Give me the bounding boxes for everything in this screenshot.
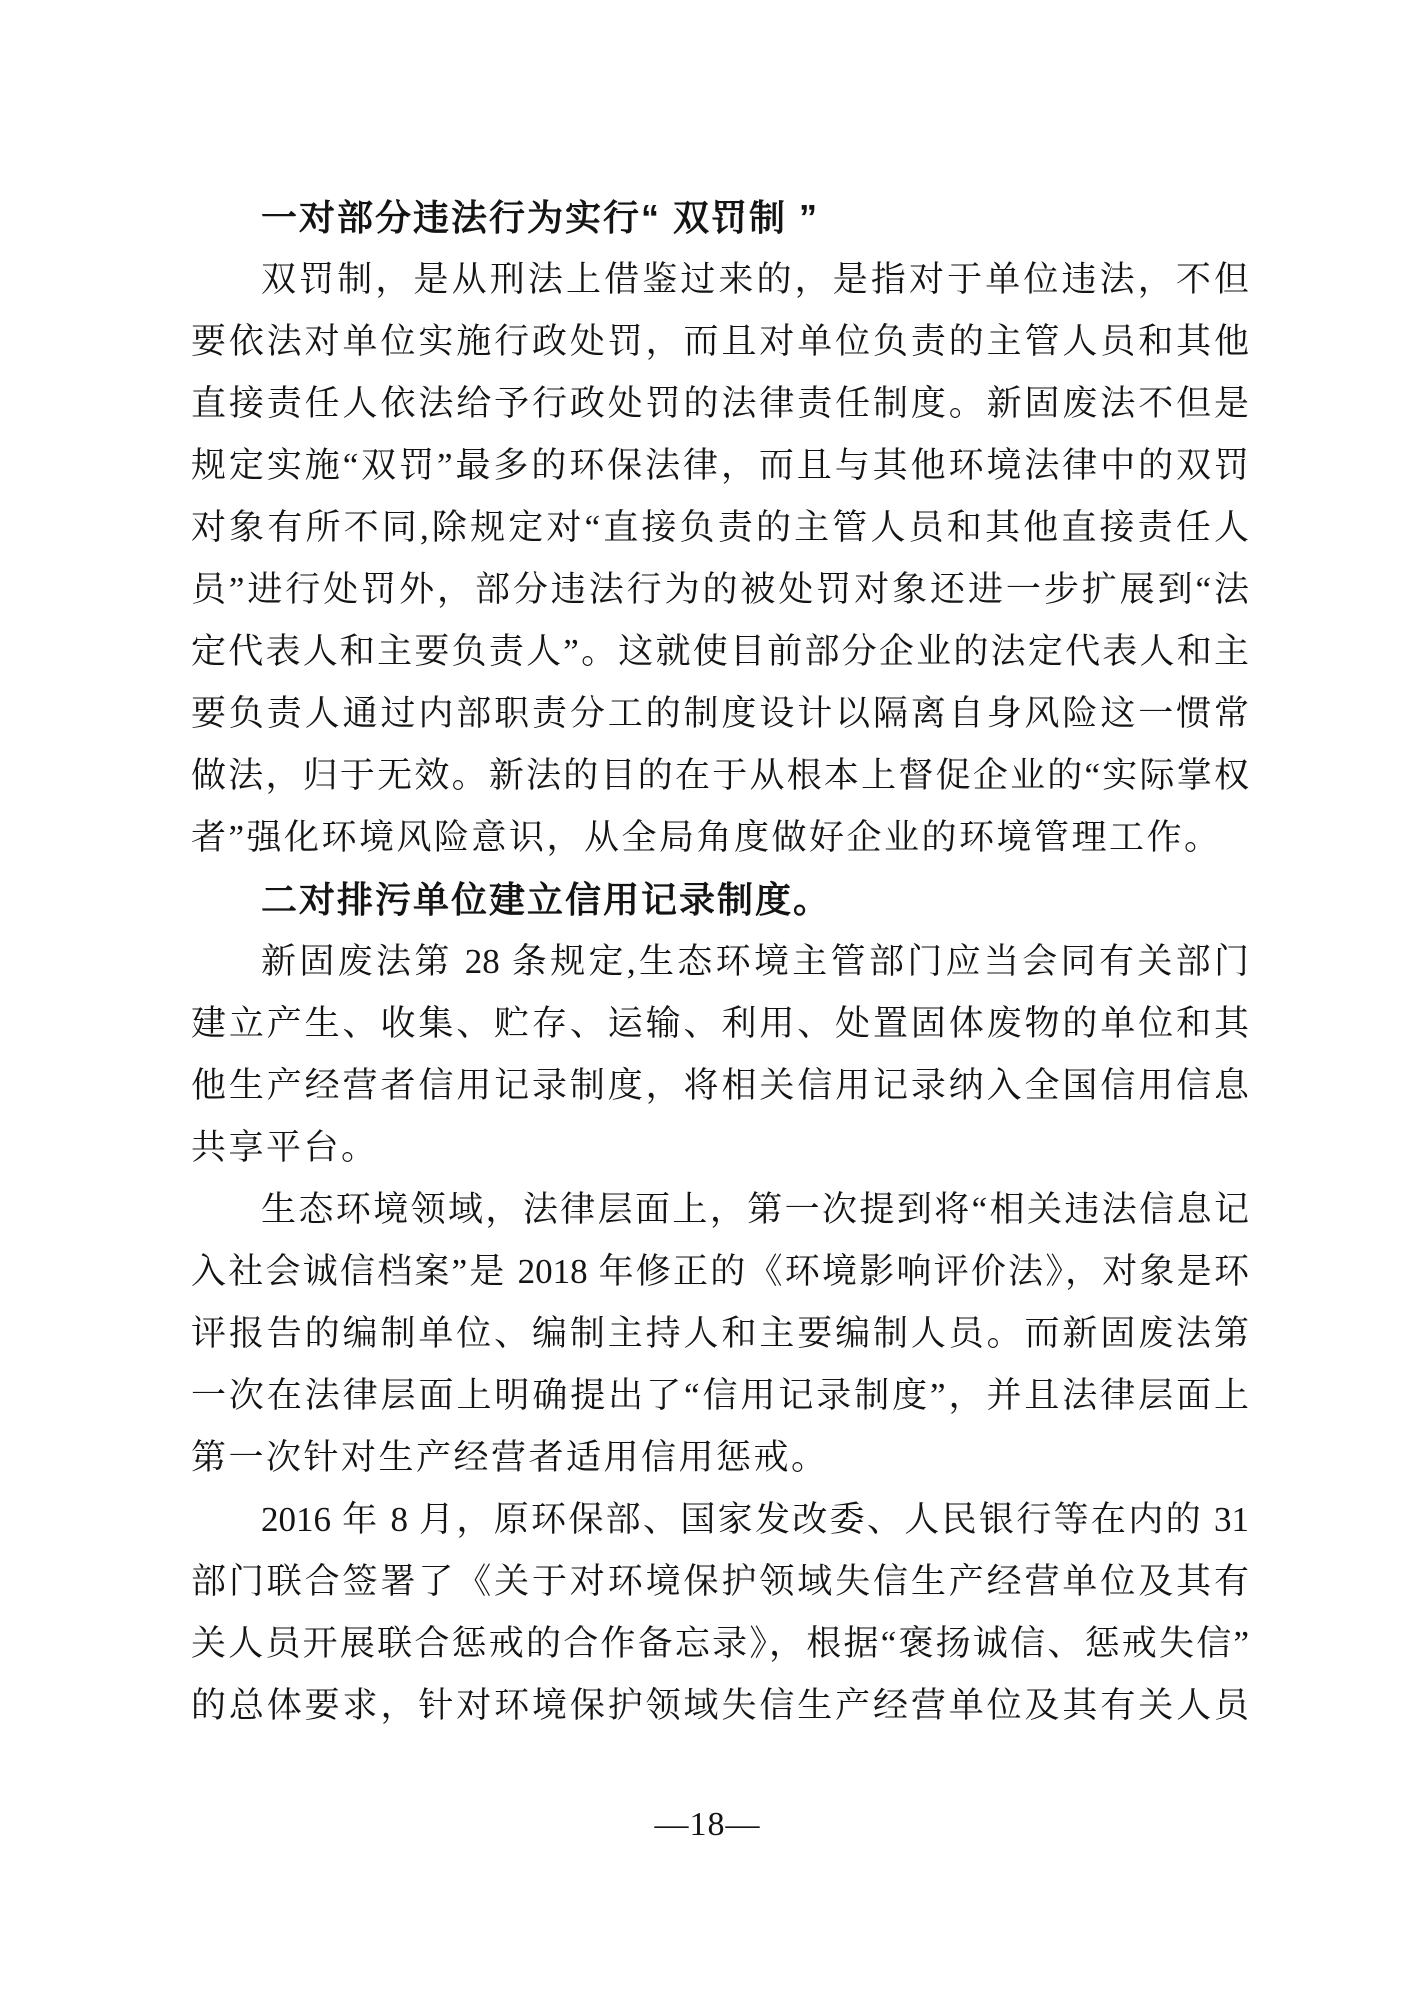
text-line: 共享平台。 [191,1128,379,1167]
text-line: 要依法对单位实施行政处罚，而且对单位负责的主管人员和其他 [191,322,1249,361]
text-line: 员”进行处罚外，部分违法行为的被处罚对象还进一步扩展到“法 [191,570,1249,609]
text-line: 新固废法第 28 条规定,生态环境主管部门应当会同有关部门 [261,942,1249,981]
section-heading-1: 一对部分违法行为实行“ 双罚制 ” [261,197,820,238]
text-line: 做法，归于无效。新法的目的在于从根本上督促企业的“实际掌权 [191,756,1249,795]
text-line: 入社会诚信档案”是 2018 年修正的《环境影响评价法》，对象是环 [191,1252,1249,1291]
text-line: 直接责任人依法给予行政处罚的法律责任制度。新固废法不但是 [191,384,1249,423]
text-line: 的总体要求，针对环境保护领域失信生产经营单位及其有关人员 [191,1686,1249,1725]
text-line: 生态环境领域，法律层面上，第一次提到将“相关违法信息记 [261,1190,1249,1229]
text-block [191,187,1249,1737]
text-line: 评报告的编制单位、编制主持人和主要编制人员。而新固废法第 [191,1314,1249,1353]
text-line: 2016 年 8 月，原环保部、国家发改委、人民银行等在内的 31 [261,1500,1249,1539]
text-line: 第一次针对生产经营者适用信用惩戒。 [191,1438,829,1477]
text-line: 建立产生、收集、贮存、运输、利用、处置固体废物的单位和其 [191,1004,1249,1043]
text-line: 关人员开展联合惩戒的合作备忘录》，根据“褒扬诚信、惩戒失信” [191,1624,1249,1663]
text-line: 者”强化环境风险意识，从全局角度做好企业的环境管理工作。 [191,818,1222,857]
section-heading-2: 二对排污单位建立信用记录制度。 [261,879,832,920]
text-line: 定代表人和主要负责人”。这就使目前部分企业的法定代表人和主 [191,632,1249,671]
text-line: 规定实施“双罚”最多的环保法律，而且与其他环境法律中的双罚 [191,446,1249,485]
text-line: 对象有所不同,除规定对“直接负责的主管人员和其他直接责任人 [191,508,1249,547]
text-line: 双罚制，是从刑法上借鉴过来的，是指对于单位违法，不但 [261,260,1249,299]
page-number: —18— [654,1806,761,1843]
text-line: 他生产经营者信用记录制度，将相关信用记录纳入全国信用信息 [191,1066,1249,1105]
text-line: 部门联合签署了《关于对环境保护领域失信生产经营单位及其有 [191,1562,1249,1601]
text-line: 一次在法律层面上明确提出了“信用记录制度”，并且法律层面上 [191,1376,1249,1415]
text-line: 要负责人通过内部职责分工的制度设计以隔离自身风险这一惯常 [191,694,1249,733]
